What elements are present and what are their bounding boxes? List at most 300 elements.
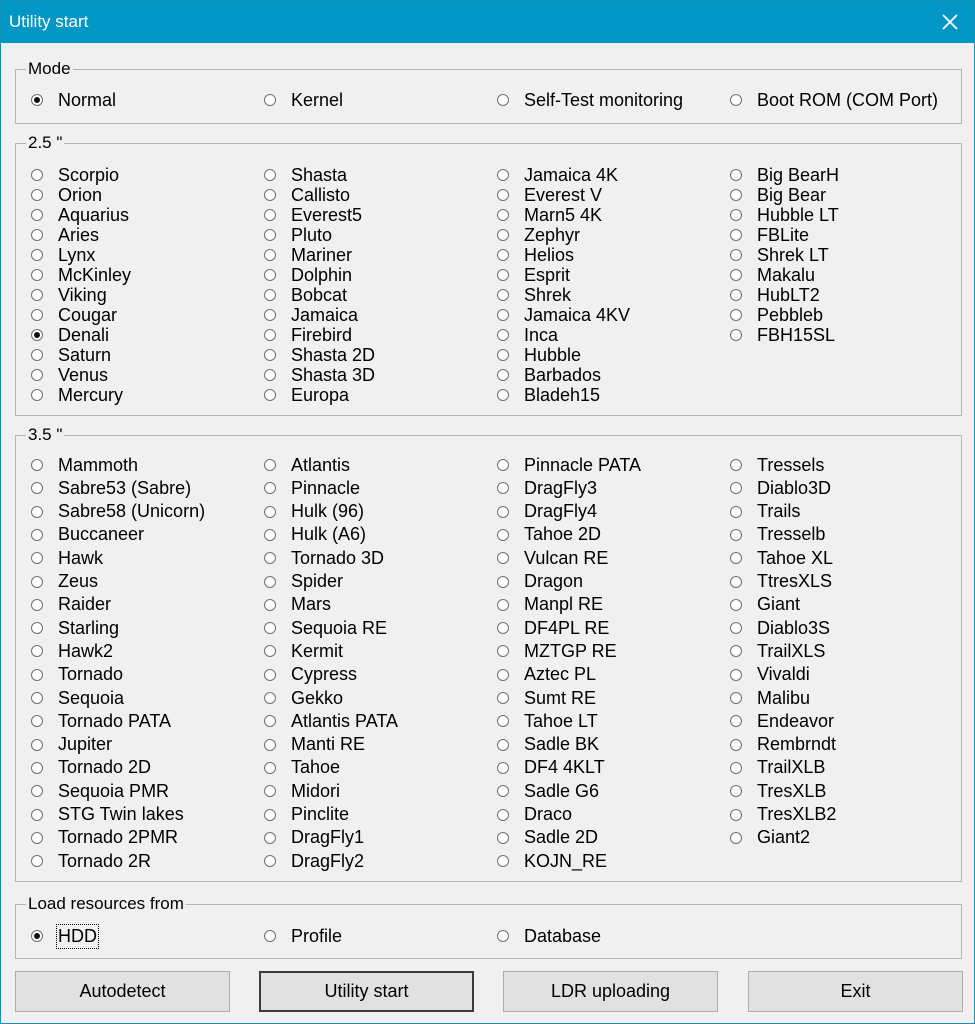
radio-circle[interactable] [264, 692, 276, 704]
radio-circle[interactable] [497, 482, 509, 494]
radio-dragfly1[interactable] [264, 828, 364, 848]
radio-bobcat[interactable] [264, 285, 347, 305]
radio-esprit[interactable] [497, 265, 570, 285]
radio-label: Giant [757, 594, 801, 615]
radio-sequoia[interactable] [31, 688, 124, 708]
radio-circle[interactable] [497, 692, 509, 704]
radio-pinclite[interactable] [264, 805, 349, 825]
radio-dragfly4[interactable] [497, 502, 597, 522]
radio-fbh15sl[interactable] [730, 325, 835, 345]
radio-firebird[interactable] [264, 325, 352, 345]
radio-circle[interactable] [264, 482, 276, 494]
radio-circle[interactable] [264, 739, 276, 751]
radio-circle[interactable] [730, 189, 742, 201]
radio-zephyr[interactable] [497, 225, 580, 245]
radio-circle[interactable] [264, 289, 276, 301]
radio-label: Pinclite [291, 804, 350, 824]
radio-viking[interactable] [31, 285, 107, 305]
radio-circle[interactable] [730, 669, 742, 681]
radio-circle[interactable] [264, 930, 276, 942]
radio-diablo3d[interactable] [730, 478, 831, 498]
radio-bladeh15[interactable] [497, 385, 600, 405]
radio-everest-v[interactable] [497, 185, 602, 205]
radio-circle[interactable] [730, 529, 742, 541]
radio-circle[interactable] [31, 692, 43, 704]
radio-aries[interactable] [31, 225, 99, 245]
radio-tresxlb[interactable] [730, 781, 826, 801]
radio-df4-4klt[interactable] [497, 758, 605, 778]
radio-circle[interactable] [730, 169, 742, 181]
radio-circle[interactable] [497, 762, 509, 774]
radio-aquarius[interactable] [31, 205, 129, 225]
radio-fblite[interactable] [730, 225, 809, 245]
radio-circle[interactable] [497, 739, 509, 751]
radio-label: Shasta 3D [291, 364, 376, 385]
radio-tornado[interactable] [31, 665, 123, 685]
radio-circle[interactable] [31, 715, 43, 727]
radio-buccaneer[interactable] [31, 525, 144, 545]
radio-circle[interactable] [264, 552, 276, 564]
radio-circle[interactable] [31, 329, 43, 341]
radio-jupiter[interactable] [31, 735, 112, 755]
radio-circle[interactable] [730, 762, 742, 774]
radio-circle[interactable] [730, 739, 742, 751]
radio-raider[interactable] [31, 595, 111, 615]
radio-circle[interactable] [730, 715, 742, 727]
radio-shrek[interactable] [497, 285, 571, 305]
radio-circle[interactable] [497, 506, 509, 518]
radio-self-test-monitoring[interactable] [497, 90, 683, 110]
radio-circle[interactable] [264, 309, 276, 321]
radio-circle[interactable] [31, 599, 43, 611]
radio-circle[interactable] [264, 209, 276, 221]
radio-label: Hubble LT [757, 204, 839, 225]
radio-circle[interactable] [730, 249, 742, 261]
radio-label: McKinley [58, 264, 132, 285]
radio-tahoe[interactable] [264, 758, 340, 778]
radio-label: DragFly4 [524, 501, 598, 522]
radio-tornado-2r[interactable] [31, 851, 151, 871]
radio-hawk2[interactable] [31, 641, 113, 661]
radio-label: Vivaldi [757, 664, 810, 685]
radio-mztgp-re[interactable] [497, 641, 617, 661]
radio-rembrndt[interactable] [730, 735, 836, 755]
radio-orion[interactable] [31, 185, 102, 205]
radio-label: Hawk2 [58, 640, 114, 661]
radio-df4pl-re[interactable] [497, 618, 609, 638]
radio-circle[interactable] [31, 459, 43, 471]
exit-button[interactable]: Exit [748, 971, 963, 1012]
radio-tornado-pata[interactable] [31, 711, 171, 731]
radio-starling[interactable] [31, 618, 119, 638]
radio-circle[interactable] [497, 209, 509, 221]
radio-scorpio[interactable] [31, 165, 119, 185]
radio-label: Sabre53 (Sabre) [58, 477, 192, 498]
radio-label: Makalu [757, 264, 816, 285]
radio-label: Starling [58, 617, 120, 638]
radio-circle[interactable] [31, 289, 43, 301]
radio-tornado-2pmr[interactable] [31, 828, 178, 848]
radio-circle[interactable] [497, 369, 509, 381]
radio-tornado-2d[interactable] [31, 758, 151, 778]
radio-circle[interactable] [497, 576, 509, 588]
radio-circle[interactable] [31, 169, 43, 181]
close-button[interactable] [926, 1, 974, 43]
radio-makalu[interactable] [730, 265, 815, 285]
radio-label: Tahoe 2D [524, 524, 602, 545]
radio-hubble-lt[interactable] [730, 205, 839, 225]
radio-circle[interactable] [31, 552, 43, 564]
radio-database[interactable] [497, 926, 601, 946]
radio-label: Gekko [291, 687, 344, 708]
radio-circle[interactable] [31, 809, 43, 821]
radio-pinnacle-pata[interactable] [497, 455, 641, 475]
radio-hawk[interactable] [31, 548, 103, 568]
radio-circle[interactable] [497, 459, 509, 471]
radio-everest5[interactable] [264, 205, 362, 225]
radio-circle[interactable] [497, 809, 509, 821]
radio-label: MZTGP RE [524, 640, 617, 661]
radio-circle[interactable] [31, 94, 43, 106]
radio-circle[interactable] [31, 482, 43, 494]
radio-sabre53-sabre[interactable] [31, 478, 191, 498]
radio-circle[interactable] [730, 459, 742, 471]
radio-circle[interactable] [31, 529, 43, 541]
radio-sadle-bk[interactable] [497, 735, 599, 755]
radio-pebbleb[interactable] [730, 305, 823, 325]
radio-tresxlb2[interactable] [730, 805, 836, 825]
radio-label: Hubble [524, 344, 582, 365]
radio-trailxlb[interactable] [730, 758, 825, 778]
radio-shrek-lt[interactable] [730, 245, 829, 265]
radio-cypress[interactable] [264, 665, 357, 685]
radio-tresselb[interactable] [730, 525, 825, 545]
radio-sequoia-pmr[interactable] [31, 781, 169, 801]
radio-dolphin[interactable] [264, 265, 352, 285]
radio-tahoe-lt[interactable] [497, 711, 598, 731]
window-title: Utility start [9, 12, 89, 31]
ldr-uploading-button[interactable]: LDR uploading [503, 971, 718, 1012]
radio-label: Midori [291, 780, 341, 801]
radio-circle[interactable] [730, 209, 742, 221]
radio-europa[interactable] [264, 385, 349, 405]
radio-vulcan-re[interactable] [497, 548, 608, 568]
radio-sadle-2d[interactable] [497, 828, 598, 848]
radio-circle[interactable] [31, 189, 43, 201]
title-bar[interactable] [1, 1, 974, 43]
radio-barbados[interactable] [497, 365, 601, 385]
radio-label: Sadle 2D [524, 827, 599, 848]
radio-circle[interactable] [264, 249, 276, 261]
radio-circle[interactable] [264, 832, 276, 844]
radio-circle[interactable] [497, 389, 509, 401]
radio-ttresxls[interactable] [730, 572, 832, 592]
radio-dragfly3[interactable] [497, 478, 597, 498]
radio-circle[interactable] [497, 329, 509, 341]
radio-shasta-2d[interactable] [264, 345, 375, 365]
radio-hulk-96[interactable] [264, 502, 364, 522]
radio-circle[interactable] [264, 389, 276, 401]
radio-label: Firebird [291, 324, 353, 345]
radio-label: Cougar [58, 304, 118, 325]
radio-circle[interactable] [497, 229, 509, 241]
radio-circle[interactable] [730, 309, 742, 321]
radio-jamaica[interactable] [264, 305, 358, 325]
radio-tressels[interactable] [730, 455, 824, 475]
radio-label: Malibu [757, 687, 811, 708]
radio-circle[interactable] [497, 599, 509, 611]
radio-sadle-g6[interactable] [497, 781, 599, 801]
radio-circle[interactable] [264, 576, 276, 588]
radio-circle[interactable] [264, 506, 276, 518]
radio-atlantis[interactable] [264, 455, 350, 475]
radio-label: Sequoia PMR [58, 780, 170, 801]
radio-circle[interactable] [730, 289, 742, 301]
radio-mckinley[interactable] [31, 265, 131, 285]
radio-label: Shrek [524, 284, 572, 305]
radio-circle[interactable] [497, 249, 509, 261]
radio-pinnacle[interactable] [264, 478, 360, 498]
radio-label: HDD [58, 925, 97, 946]
radio-profile[interactable] [264, 926, 342, 946]
radio-circle[interactable] [497, 622, 509, 634]
radio-draco[interactable] [497, 805, 572, 825]
radio-aztec-pl[interactable] [497, 665, 596, 685]
radio-circle[interactable] [31, 389, 43, 401]
radio-mammoth[interactable] [31, 455, 138, 475]
radio-circle[interactable] [264, 669, 276, 681]
radio-circle[interactable] [264, 329, 276, 341]
radio-marn5-4k[interactable] [497, 205, 602, 225]
radio-label: Venus [58, 364, 109, 385]
radio-circle[interactable] [264, 229, 276, 241]
radio-circle[interactable] [31, 309, 43, 321]
radio-circle[interactable] [497, 552, 509, 564]
radio-boot-rom-com-port[interactable] [730, 90, 938, 110]
radio-label: DragFly3 [524, 477, 598, 498]
radio-circle[interactable] [264, 169, 276, 181]
radio-kojn-re[interactable] [497, 851, 607, 871]
radio-circle[interactable] [730, 645, 742, 657]
radio-circle[interactable] [264, 715, 276, 727]
radio-trails[interactable] [730, 502, 800, 522]
radio-sumt-re[interactable] [497, 688, 596, 708]
radio-label: Zeus [58, 571, 99, 591]
radio-circle[interactable] [264, 645, 276, 657]
radio-circle[interactable] [497, 94, 509, 106]
radio-circle[interactable] [31, 930, 43, 942]
radio-saturn[interactable] [31, 345, 111, 365]
radio-label: Manti RE [291, 734, 366, 755]
radio-circle[interactable] [730, 576, 742, 588]
radio-endeavor[interactable] [730, 711, 834, 731]
radio-cougar[interactable] [31, 305, 117, 325]
radio-label: Tahoe XL [757, 547, 834, 568]
radio-circle[interactable] [31, 249, 43, 261]
radio-circle[interactable] [497, 669, 509, 681]
radio-circle[interactable] [730, 692, 742, 704]
radio-circle[interactable] [264, 809, 276, 821]
radio-circle[interactable] [730, 482, 742, 494]
radio-mariner[interactable] [264, 245, 352, 265]
radio-circle[interactable] [31, 855, 43, 867]
radio-circle[interactable] [497, 785, 509, 797]
radio-kernel[interactable] [264, 90, 343, 110]
radio-circle[interactable] [31, 762, 43, 774]
radio-atlantis-pata[interactable] [264, 711, 398, 731]
radio-sequoia-re[interactable] [264, 618, 387, 638]
radio-circle[interactable] [730, 269, 742, 281]
radio-circle[interactable] [264, 269, 276, 281]
radio-pluto[interactable] [264, 225, 332, 245]
radio-circle[interactable] [264, 459, 276, 471]
radio-kermit[interactable] [264, 641, 343, 661]
radio-circle[interactable] [730, 94, 742, 106]
radio-circle[interactable] [264, 189, 276, 201]
radio-circle[interactable] [497, 309, 509, 321]
radio-circle[interactable] [730, 622, 742, 634]
radio-helios[interactable] [497, 245, 574, 265]
radio-label: Tahoe LT [524, 710, 598, 731]
radio-trailxls[interactable] [730, 641, 825, 661]
radio-spider[interactable] [264, 572, 343, 592]
radio-tahoe-xl[interactable] [730, 548, 833, 568]
radio-circle[interactable] [730, 229, 742, 241]
radio-hdd[interactable] [31, 926, 97, 946]
radio-circle[interactable] [497, 169, 509, 181]
radio-circle[interactable] [497, 855, 509, 867]
radio-label: Shrek LT [757, 244, 829, 265]
radio-tornado-3d[interactable] [264, 548, 384, 568]
radio-label: Pluto [291, 224, 333, 245]
radio-big-bearh[interactable] [730, 165, 839, 185]
radio-circle[interactable] [264, 369, 276, 381]
radio-shasta-3d[interactable] [264, 365, 375, 385]
radio-circle[interactable] [497, 189, 509, 201]
radio-label: Tornado PATA [58, 710, 172, 731]
radio-circle[interactable] [730, 785, 742, 797]
radio-venus[interactable] [31, 365, 108, 385]
radio-giant[interactable] [730, 595, 800, 615]
radio-label: Vulcan RE [524, 547, 609, 568]
radio-label: Normal [58, 89, 117, 110]
radio-circle[interactable] [730, 599, 742, 611]
utility-start-button[interactable]: Utility start [259, 971, 474, 1012]
radio-inca[interactable] [497, 325, 558, 345]
radio-circle[interactable] [497, 832, 509, 844]
autodetect-button[interactable]: Autodetect [15, 971, 230, 1012]
radio-hubble[interactable] [497, 345, 581, 365]
radio-circle[interactable] [264, 94, 276, 106]
radio-label: DF4PL RE [524, 617, 610, 638]
radio-denali[interactable] [31, 325, 109, 345]
radio-label: Scorpio [58, 164, 120, 185]
radio-label: Kermit [291, 640, 344, 661]
radio-circle[interactable] [31, 369, 43, 381]
radio-circle[interactable] [31, 349, 43, 361]
radio-normal[interactable] [31, 90, 116, 110]
radio-stg-twin-lakes[interactable] [31, 805, 184, 825]
radio-circle[interactable] [497, 645, 509, 657]
radio-jamaica-4k[interactable] [497, 165, 618, 185]
radio-circle[interactable] [31, 645, 43, 657]
radio-callisto[interactable] [264, 185, 350, 205]
radio-circle[interactable] [730, 552, 742, 564]
radio-label: Atlantis [291, 454, 351, 475]
radio-label: Europa [291, 384, 350, 405]
radio-circle[interactable] [730, 832, 742, 844]
radio-circle[interactable] [31, 622, 43, 634]
radio-circle[interactable] [730, 809, 742, 821]
radio-midori[interactable] [264, 781, 340, 801]
radio-manti-re[interactable] [264, 735, 365, 755]
radio-dragon[interactable] [497, 572, 583, 592]
radio-circle[interactable] [497, 930, 509, 942]
radio-label: Bobcat [291, 284, 348, 305]
radio-label: Giant2 [757, 827, 811, 848]
radio-gekko[interactable] [264, 688, 343, 708]
radio-circle[interactable] [497, 529, 509, 541]
radio-label: Lynx [58, 244, 96, 265]
radio-circle[interactable] [31, 739, 43, 751]
radio-circle[interactable] [264, 855, 276, 867]
radio-label: Rembrndt [757, 734, 837, 755]
radio-circle[interactable] [264, 785, 276, 797]
radio-mars[interactable] [264, 595, 331, 615]
radio-shasta[interactable] [264, 165, 347, 185]
radio-label: Aries [58, 224, 100, 245]
radio-label: Draco [524, 804, 573, 824]
radio-jamaica-4kv[interactable] [497, 305, 630, 325]
radio-circle[interactable] [264, 622, 276, 634]
radio-vivaldi[interactable] [730, 665, 810, 685]
radio-tahoe-2d[interactable] [497, 525, 601, 545]
radio-malibu[interactable] [730, 688, 810, 708]
radio-circle[interactable] [31, 209, 43, 221]
radio-hublt2[interactable] [730, 285, 820, 305]
radio-mercury[interactable] [31, 385, 123, 405]
radio-circle[interactable] [497, 715, 509, 727]
radio-circle[interactable] [31, 785, 43, 797]
radio-circle[interactable] [264, 762, 276, 774]
radio-circle[interactable] [264, 349, 276, 361]
radio-diablo3s[interactable] [730, 618, 830, 638]
radio-circle[interactable] [497, 289, 509, 301]
radio-circle[interactable] [31, 506, 43, 518]
radio-circle[interactable] [31, 269, 43, 281]
close-icon [941, 13, 959, 31]
radio-circle[interactable] [730, 506, 742, 518]
radio-circle[interactable] [730, 329, 742, 341]
radio-giant2[interactable] [730, 828, 810, 848]
radio-hulk-a6[interactable] [264, 525, 366, 545]
radio-circle[interactable] [497, 349, 509, 361]
radio-circle[interactable] [31, 832, 43, 844]
radio-dragfly2[interactable] [264, 851, 364, 871]
radio-manpl-re[interactable] [497, 595, 603, 615]
radio-zeus[interactable] [31, 572, 98, 592]
radio-circle[interactable] [264, 599, 276, 611]
radio-circle[interactable] [31, 669, 43, 681]
radio-lynx[interactable] [31, 245, 95, 265]
radio-circle[interactable] [31, 576, 43, 588]
radio-sabre58-unicorn[interactable] [31, 502, 205, 522]
radio-label: Jamaica [291, 304, 359, 325]
radio-circle[interactable] [497, 269, 509, 281]
radio-big-bear[interactable] [730, 185, 826, 205]
radio-circle[interactable] [264, 529, 276, 541]
radio-circle[interactable] [31, 229, 43, 241]
